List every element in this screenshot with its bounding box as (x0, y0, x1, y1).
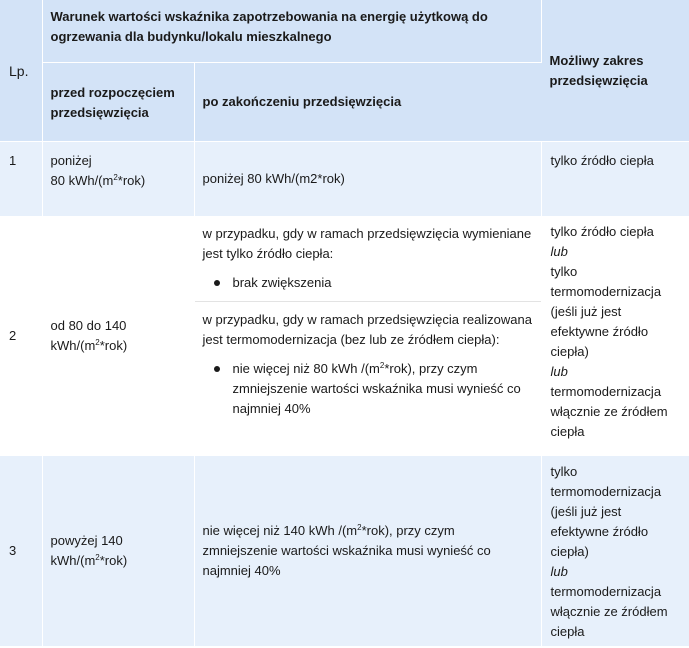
bullet-item (203, 273, 533, 293)
after-value (194, 456, 541, 646)
header-lp: Lp. (0, 0, 42, 142)
case-description: w przypadku, gdy w ramach przedsięwzięcia wymieniane jest tylko źródło ciepła: (202, 226, 532, 261)
after-value (194, 216, 541, 456)
before-value-unit: kWh/(m (50, 553, 96, 568)
superscript: 2 (379, 361, 385, 370)
header-range: Możliwy zakres przedsięwzięcia (541, 0, 689, 142)
table-row (0, 456, 689, 646)
bullet-text (233, 359, 533, 419)
superscript: 2 (113, 173, 118, 182)
before-value-unit-end: *rok) (117, 173, 146, 188)
bullet-text-part2: *rok), przy czym zmniejszenie wartości wskaźnika musi wynieść co najmniej 40% (232, 361, 521, 416)
before-value-line1: poniżej (50, 153, 92, 168)
range-or: lub (550, 564, 568, 579)
superscript: 2 (95, 338, 100, 347)
before-value-unit-end: *rok) (99, 553, 128, 568)
before-value (42, 216, 194, 456)
table-row (0, 216, 689, 456)
row-number: 2 (0, 216, 42, 456)
header-condition: Warunek wartości wskaźnika zapotrzebowania na energię użytkową do ogrzewania dla budynku/lokalu mieszkalnego (42, 0, 541, 63)
header-before: przed rozpoczęciem przedsięwzięcia (42, 63, 194, 142)
before-value (42, 456, 194, 646)
range-or: lub (550, 244, 568, 259)
range-option-2: termomodernizacja włącznie ze źródłem ciepła (550, 584, 668, 639)
row-number: 1 (0, 142, 42, 217)
bullet-text-part1: nie więcej niż 80 kWh /(m (232, 361, 380, 376)
range-or: lub (550, 364, 568, 379)
after-case-replacement (195, 216, 541, 302)
before-value (42, 142, 194, 217)
after-case-thermomodernization (195, 302, 541, 429)
before-value-line2 (51, 551, 186, 571)
table-row (0, 142, 689, 217)
range-value (541, 456, 689, 646)
after-text-part2: *rok), przy czym zmniejszenie wartości wskaźnika musi wynieść co najmniej 40% (202, 523, 491, 578)
after-text-part1: nie więcej niż 140 kWh /(m (202, 523, 358, 538)
range-value (541, 216, 689, 456)
before-value-unit-end: *rok) (99, 338, 128, 353)
bullet-icon (214, 273, 222, 293)
bullet-icon (214, 359, 222, 419)
superscript: 2 (95, 553, 100, 562)
range-option-1: tylko źródło ciepła (550, 224, 654, 239)
before-value-line2 (51, 171, 186, 191)
header-after: po zakończeniu przedsięwzięcia (194, 63, 541, 142)
bullet-text: brak zwiększenia (232, 275, 332, 290)
before-value-line2 (51, 336, 186, 356)
range-value: tylko źródło ciepła (541, 142, 689, 217)
bullet-item (203, 359, 533, 419)
row-number: 3 (0, 456, 42, 646)
range-option-2: tylko termomodernizacja (jeśli już jest efektywne źródło ciepła) (550, 264, 662, 359)
before-value-line1: powyżej 140 (50, 533, 123, 548)
before-value-line1: od 80 do 140 (50, 318, 127, 333)
range-option-3: termomodernizacja włącznie ze źródłem ciepła (550, 384, 668, 439)
before-value-unit: 80 kWh/(m (50, 173, 114, 188)
range-option-1: tylko termomodernizacja (jeśli już jest efektywne źródło ciepła) (550, 464, 662, 559)
before-value-unit: kWh/(m (50, 338, 96, 353)
after-value: poniżej 80 kWh/(m2*rok) (194, 142, 541, 217)
case-description: w przypadku, gdy w ramach przedsięwzięcia realizowana jest termomodernizacja (bez lub ze źródłem ciepła): (202, 312, 532, 347)
superscript: 2 (357, 523, 362, 532)
